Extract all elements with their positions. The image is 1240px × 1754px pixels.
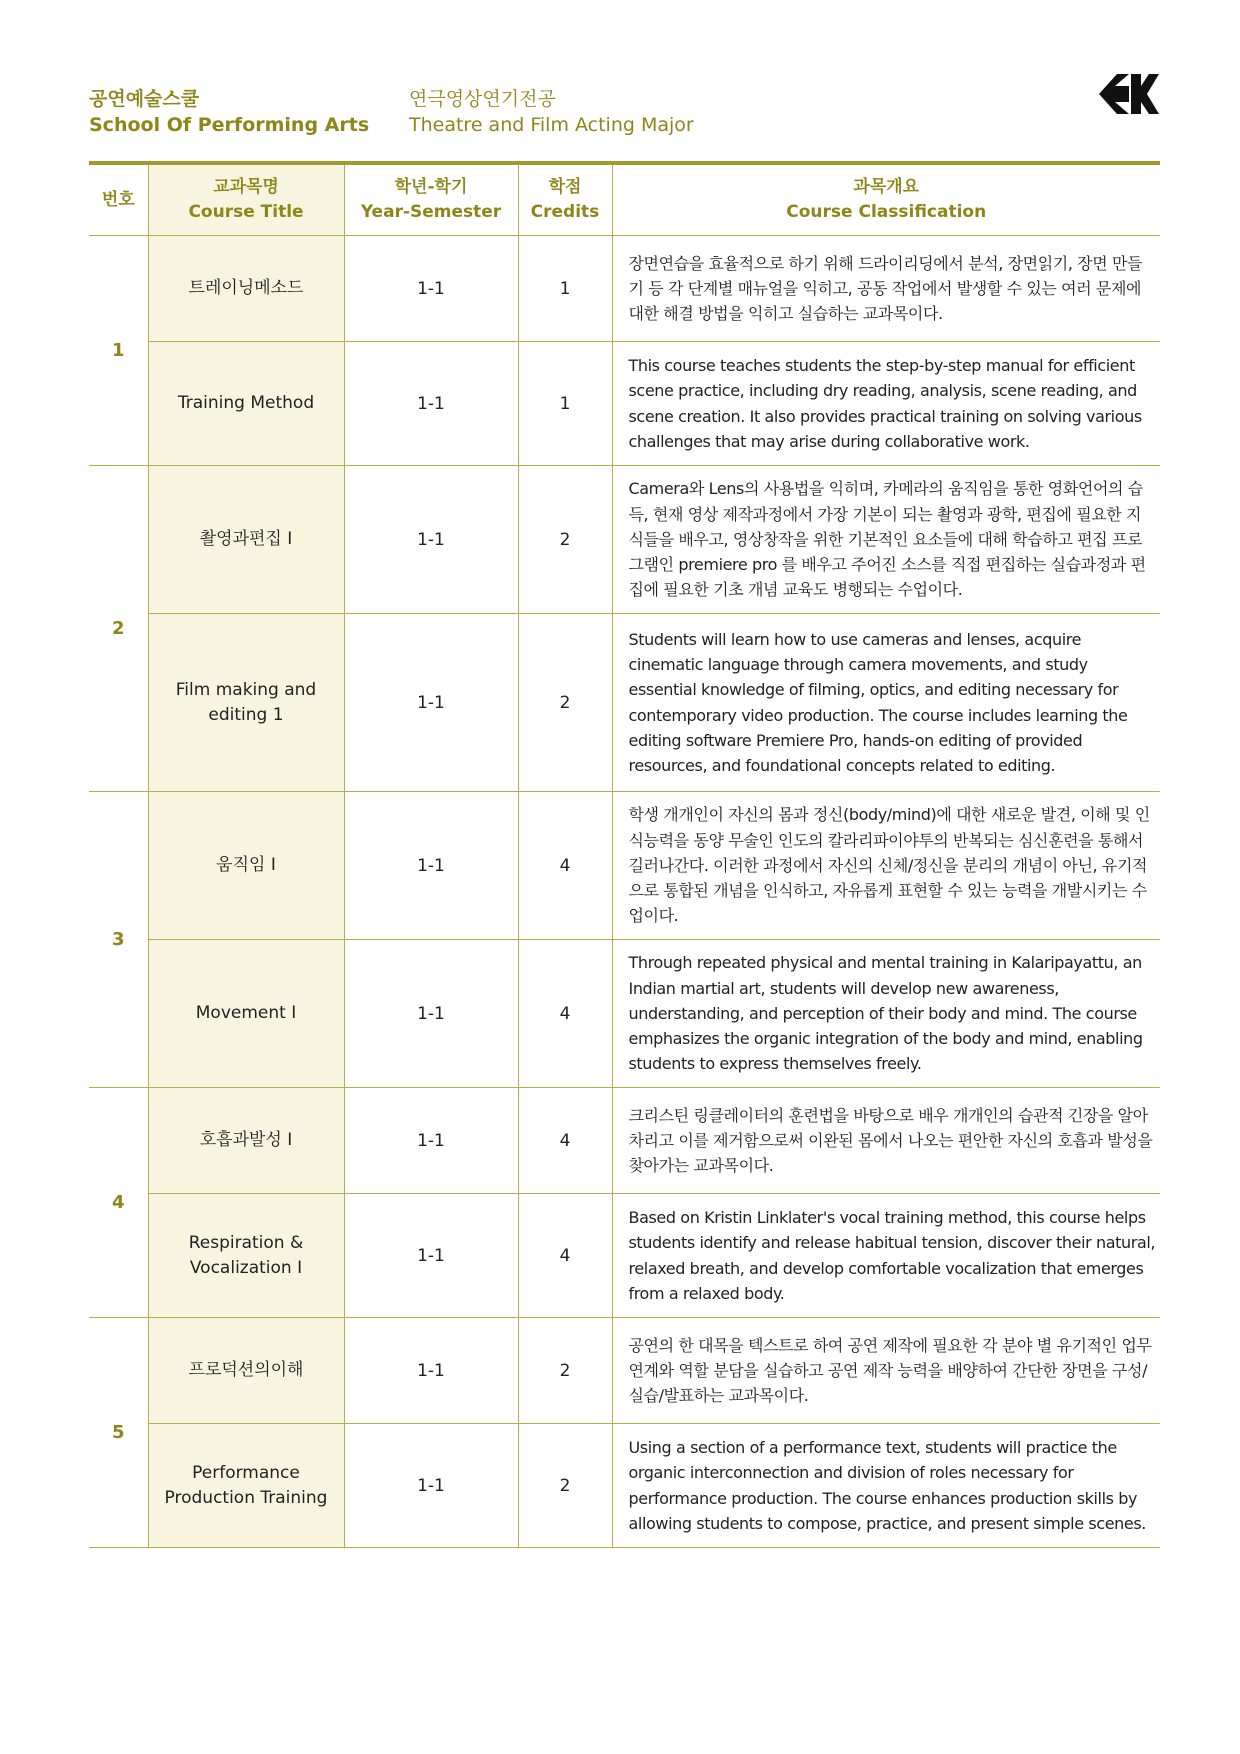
credits: 4 bbox=[518, 792, 612, 940]
col-year-semester: 학년-학기 Year-Semester bbox=[344, 163, 518, 236]
year-semester: 1-1 bbox=[344, 792, 518, 940]
col-credits: 학점 Credits bbox=[518, 163, 612, 236]
credits: 4 bbox=[518, 1194, 612, 1318]
year-semester: 1-1 bbox=[344, 614, 518, 792]
table-row bbox=[89, 1088, 1160, 1194]
credits: 4 bbox=[518, 940, 612, 1088]
course-table bbox=[89, 161, 1160, 1548]
year-semester: 1-1 bbox=[344, 1088, 518, 1194]
table-row bbox=[89, 1194, 1160, 1318]
year-semester: 1-1 bbox=[344, 1318, 518, 1424]
col-number: 번호 bbox=[89, 163, 148, 236]
credits: 2 bbox=[518, 466, 612, 614]
major-name bbox=[409, 86, 694, 138]
course-desc-ko: Camera와 Lens의 사용법을 익히며, 카메라의 움직임을 통한 영화언어의 습득, 현재 영상 제작과정에서 가장 기본이 되는 촬영과 광학, 편집에 필요한 지식들을 배우고, 영상창작을 위한 기본적인 요소들에 대해 학습하고 편집 프로그램인 premiere pro 를 배우고 주어진 소스를 직접 편집하는 실습과정과 편집에 필요한 기초 개념 교육도 병행되는 수업이다. bbox=[612, 466, 1160, 614]
year-semester: 1-1 bbox=[344, 466, 518, 614]
credits: 2 bbox=[518, 1424, 612, 1548]
credits: 1 bbox=[518, 236, 612, 342]
course-title-ko: 호흡과발성 I bbox=[148, 1088, 344, 1194]
course-desc-ko: 학생 개개인이 자신의 몸과 정신(body/mind)에 대한 새로운 발견, 이해 및 인식능력을 동양 무술인 인도의 칼라리파이야투의 반복되는 심신훈련을 통해서 길러나간다. 이러한 과정에서 자신의 신체/정신을 분리의 개념이 아닌, 유기적으로 통합된 개념을 인식하고, 자유롭게 표현할 수 있는 능력을 개발시키는 수업이다. bbox=[612, 792, 1160, 940]
col-course-title: 교과목명 Course Title bbox=[148, 163, 344, 236]
year-semester: 1-1 bbox=[344, 342, 518, 466]
table-row bbox=[89, 1318, 1160, 1424]
course-title-en: Performance Production Training bbox=[148, 1424, 344, 1548]
year-semester: 1-1 bbox=[344, 1194, 518, 1318]
col-course-classification: 과목개요 Course Classification bbox=[612, 163, 1160, 236]
school-name-en: School Of Performing Arts bbox=[89, 114, 370, 136]
course-title-ko: 트레이닝메소드 bbox=[148, 236, 344, 342]
course-number: 3 bbox=[89, 792, 148, 1088]
table-row bbox=[89, 792, 1160, 940]
course-number: 1 bbox=[89, 236, 148, 466]
course-desc-en: This course teaches students the step-by-step manual for efficient scene practice, including dry reading, analysis, scene reading, and scene creation. It also provides practical training on solving various challenges that may arise during collaborative work. bbox=[612, 342, 1160, 466]
course-title-en: Movement I bbox=[148, 940, 344, 1088]
credits: 2 bbox=[518, 1318, 612, 1424]
course-title-ko: 촬영과편집 I bbox=[148, 466, 344, 614]
year-semester: 1-1 bbox=[344, 1424, 518, 1548]
credits: 2 bbox=[518, 614, 612, 792]
course-desc-ko: 공연의 한 대목을 텍스트로 하여 공연 제작에 필요한 각 분야 별 유기적인 업무 연계와 역할 분담을 실습하고 공연 제작 능력을 배양하여 간단한 장면을 구성/실습/발표하는 교과목이다. bbox=[612, 1318, 1160, 1424]
course-title-en: Training Method bbox=[148, 342, 344, 466]
course-title-ko: 움직임 I bbox=[148, 792, 344, 940]
course-desc-en: Students will learn how to use cameras and lenses, acquire cinematic language through camera movements, and study essential knowledge of filming, optics, and editing necessary for contemporary video production. The course includes learning the editing software Premiere Pro, hands-on editing of provided resources, and foundational concepts related to editing. bbox=[612, 614, 1160, 792]
table-row bbox=[89, 236, 1160, 342]
credits: 4 bbox=[518, 1088, 612, 1194]
table-row bbox=[89, 614, 1160, 792]
major-name-en: Theatre and Film Acting Major bbox=[409, 114, 694, 136]
page-header bbox=[89, 86, 1159, 146]
course-number: 5 bbox=[89, 1318, 148, 1548]
school-name-ko: 공연예술스쿨 bbox=[89, 88, 200, 110]
course-desc-en: Through repeated physical and mental training in Kalaripayattu, an Indian martial art, students will develop new awareness, understanding, and perception of their body and mind. The course emphasizes the organic integration of the body and mind, enabling students to express themselves freely. bbox=[612, 940, 1160, 1088]
year-semester: 1-1 bbox=[344, 236, 518, 342]
course-desc-en: Based on Kristin Linklater's vocal training method, this course helps students identify and release habitual tension, discover their natural, relaxed breath, and develop comfortable vocalization that emerges from a relaxed body. bbox=[612, 1194, 1160, 1318]
credits: 1 bbox=[518, 342, 612, 466]
table-row bbox=[89, 466, 1160, 614]
table-row bbox=[89, 342, 1160, 466]
table-row bbox=[89, 940, 1160, 1088]
course-title-en: Film making and editing 1 bbox=[148, 614, 344, 792]
table-row bbox=[89, 1424, 1160, 1548]
table-header-row bbox=[89, 163, 1160, 236]
course-desc-ko: 크리스틴 링클레이터의 훈련법을 바탕으로 배우 개개인의 습관적 긴장을 알아차리고 이를 제거함으로써 이완된 몸에서 나오는 편안한 자신의 호흡과 발성을 찾아가는 교과목이다. bbox=[612, 1088, 1160, 1194]
course-number: 4 bbox=[89, 1088, 148, 1318]
school-name bbox=[89, 86, 369, 138]
course-title-ko: 프로덕션의이해 bbox=[148, 1318, 344, 1424]
course-desc-en: Using a section of a performance text, students will practice the organic interconnection and division of roles necessary for performance production. The course enhances production skills by allowing students to compose, practice, and present simple scenes. bbox=[612, 1424, 1160, 1548]
ck-logo-icon bbox=[1097, 72, 1159, 116]
course-title-en: Respiration & Vocalization I bbox=[148, 1194, 344, 1318]
major-name-ko: 연극영상연기전공 bbox=[409, 88, 556, 110]
course-desc-ko: 장면연습을 효율적으로 하기 위해 드라이리딩에서 분석, 장면읽기, 장면 만들기 등 각 단계별 매뉴얼을 익히고, 공동 작업에서 발생할 수 있는 여러 문제에 대한 해결 방법을 익히고 실습하는 교과목이다. bbox=[612, 236, 1160, 342]
course-number: 2 bbox=[89, 466, 148, 792]
year-semester: 1-1 bbox=[344, 940, 518, 1088]
